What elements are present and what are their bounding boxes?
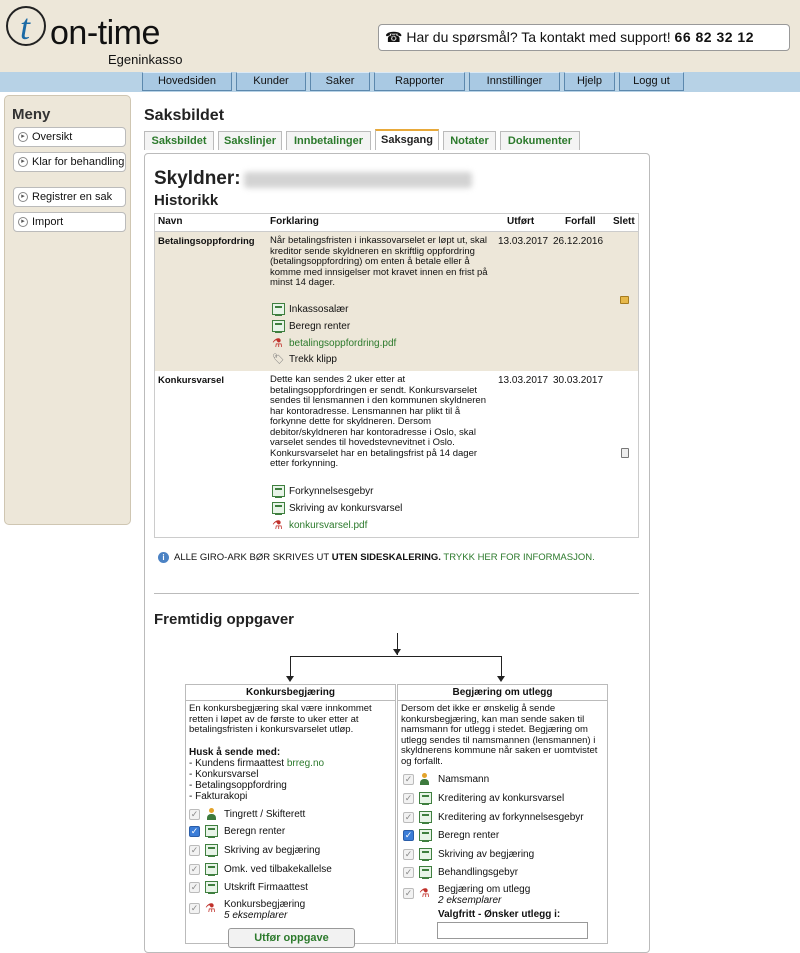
calculator-icon (419, 792, 432, 804)
pdf-icon: ⚗ (205, 901, 216, 915)
calculator-icon (272, 485, 285, 497)
calculator-icon (205, 881, 218, 893)
utfor-oppgave-button[interactable]: Utfør oppgave (228, 928, 355, 948)
row-forfall: 26.12.2016 (553, 236, 604, 247)
task-checkbox[interactable]: ✓ (190, 882, 199, 892)
task-checkbox[interactable]: ✓ (190, 903, 199, 913)
action-beregn-renter[interactable]: Beregn renter (272, 320, 350, 334)
info-icon: i (158, 552, 169, 563)
table-row (155, 232, 638, 371)
chevron-right-icon: ▸ (18, 192, 28, 202)
nav-innstillinger[interactable]: Innstillinger (469, 72, 560, 91)
logo-text: on-time (50, 14, 160, 52)
person-icon (419, 773, 430, 785)
support-text: Har du spørsmål? Ta kontakt med support! (406, 29, 671, 45)
task-label: Konkursbegjæring (224, 899, 306, 910)
phone-icon: ☎ (385, 29, 403, 45)
flow-line (290, 656, 291, 678)
task-checkbox[interactable]: ✓ (190, 864, 199, 874)
tab-notater[interactable]: Notater (443, 131, 496, 150)
tab-sakslinjer[interactable]: Sakslinjer (218, 131, 282, 150)
calculator-icon (205, 863, 218, 875)
col-navn: Navn (158, 216, 183, 227)
action-inkassosalaer[interactable]: Inkassosalær (272, 303, 348, 317)
col-slett: Slett (613, 216, 635, 227)
nav-rapporter[interactable]: Rapporter (374, 72, 465, 91)
task-checkbox[interactable]: ✓ (404, 812, 413, 822)
task-label: Namsmann (438, 774, 490, 785)
row-utfort: 13.03.2017 (498, 236, 549, 247)
future-tasks-title: Fremtidig oppgaver (154, 611, 295, 628)
info-text: ALLE GIRO-ARK BØR SKRIVES UT (174, 552, 330, 563)
person-icon (206, 808, 217, 820)
remember-item: - Fakturakopi (189, 791, 248, 802)
skyldner-name-redacted (244, 172, 472, 188)
task-checkbox[interactable]: ✓ (404, 849, 413, 859)
calculator-icon (205, 844, 218, 856)
action-trekk-klipp[interactable]: 🏷 Trekk klipp (272, 354, 337, 365)
history-table (154, 213, 639, 538)
logo-icon: t (6, 6, 46, 46)
skyldner-label: Skyldner: (154, 168, 241, 189)
remember-item: - Betalingsoppfordring (189, 780, 287, 791)
main-nav (142, 72, 688, 92)
trash-icon[interactable] (621, 448, 629, 458)
page-title: Saksbildet (144, 107, 225, 124)
row-description: Dette kan sendes 2 uker etter at betalingsoppfordringen er sendt. Konkursvarselet sendes til lensmannen i den kommunen skyldneren har kontoradresse. Lensmannen har plikt til å forkynne dette for skyldneren. Dersom debitor/skyldneren har kontoradresse i Oslo, skal varselet sendes til hovedstevnevitnet i Oslo. Konkursvarselet har en betalingsfrist på 14 dager etter forkynning. (270, 374, 486, 469)
box-title: Begjæring om utlegg (398, 685, 607, 701)
chevron-right-icon: ▸ (18, 217, 28, 227)
task-label: Kreditering av konkursvarsel (438, 793, 565, 804)
row-utfort: 13.03.2017 (498, 375, 549, 386)
utlegg-box (397, 684, 608, 944)
task-checkbox[interactable]: ✓ (190, 809, 199, 819)
calculator-icon (272, 303, 285, 315)
sidebar-title: Meny (12, 106, 51, 123)
task-label: Omk. ved tilbakekallelse (224, 864, 332, 875)
col-forklaring: Forklaring (270, 216, 319, 227)
history-table-header (155, 214, 638, 232)
col-forfall: Forfall (565, 216, 596, 227)
support-phone: 66 82 32 12 (674, 29, 755, 45)
sidebar-item-label: Klar for behandling (32, 156, 125, 168)
task-label: Beregn renter (224, 826, 286, 837)
col-utfort: Utført (507, 216, 535, 227)
task-label: Beregn renter (438, 830, 500, 841)
row-name: Betalingsoppfordring (158, 236, 255, 247)
task-checkbox[interactable]: ✓ (404, 793, 413, 803)
action-skriving-konkursvarsel[interactable]: Skriving av konkursvarsel (272, 502, 402, 516)
logo-subtitle: Egeninkasso (108, 52, 183, 67)
support-box (378, 24, 790, 51)
task-checkbox[interactable]: ✓ (190, 826, 199, 836)
historikk-title: Historikk (154, 192, 219, 209)
task-checkbox[interactable]: ✓ (404, 774, 413, 784)
task-label: Behandlingsgebyr (438, 867, 519, 878)
calculator-icon (419, 829, 432, 841)
brreg-link[interactable]: brreg.no (286, 758, 325, 769)
tab-dokumenter[interactable]: Dokumenter (500, 131, 580, 150)
optional-label: Valgfritt - Ønsker utlegg i: (438, 909, 561, 920)
calculator-icon (272, 320, 285, 332)
header (0, 0, 800, 72)
nav-hjelp[interactable]: Hjelp (564, 72, 615, 91)
divider (154, 593, 639, 594)
nav-kunder[interactable]: Kunder (236, 72, 306, 91)
remember-item: - Konkursvarsel (189, 769, 259, 780)
nav-hovedsiden[interactable]: Hovedsiden (142, 72, 232, 91)
sidebar-item-label: Import (32, 216, 64, 228)
task-checkbox[interactable]: ✓ (404, 888, 413, 898)
calculator-icon (272, 502, 285, 514)
task-sublabel: 2 eksemplarer (438, 895, 502, 906)
nav-saker[interactable]: Saker (310, 72, 370, 91)
remember-item: - Kundens firmaattest brreg.no (189, 758, 325, 769)
row-forfall: 30.03.2017 (553, 375, 604, 386)
sidebar-item-registrer[interactable] (13, 187, 126, 207)
nav-logg-ut[interactable]: Logg ut (619, 72, 684, 91)
tab-saksbildet[interactable]: Saksbildet (144, 131, 214, 150)
flow-line (290, 656, 502, 657)
sidebar-item-label: Registrer en sak (32, 191, 113, 203)
remember-title: Husk å sende med: (189, 747, 281, 758)
tab-saksgang[interactable]: Saksgang (375, 129, 439, 150)
info-link[interactable]: TRYKK HER FOR INFORMASJON. (443, 552, 595, 563)
arrow-down-icon (497, 676, 505, 682)
arrow-down-icon (286, 676, 294, 682)
info-text-bold: UTEN SIDESKALERING. (331, 552, 441, 563)
chevron-right-icon: ▸ (18, 157, 28, 167)
row-name: Konkursvarsel (158, 375, 225, 386)
row-description: Når betalingsfristen i inkassovarselet er løpt ut, skal kreditor sende skyldneren en skriftlig oppfordring (betalingsoppfordring) om enten å betale eller å komme med innsigelser mot kravet innen en frist på minst 14 dager. (270, 235, 488, 288)
task-label: Skriving av begjæring (438, 849, 535, 860)
pdf-icon: ⚗ (272, 518, 283, 532)
calculator-icon (419, 848, 432, 860)
task-label: Begjæring om utlegg (438, 884, 531, 895)
flow-line (501, 656, 502, 678)
calculator-icon (205, 825, 218, 837)
link-betalingsoppfordring-pdf[interactable]: ⚗ betalingsoppfordring.pdf (272, 336, 397, 350)
tab-innbetalinger[interactable]: Innbetalinger (286, 131, 371, 150)
box-description: Dersom det ikke er ønskelig å sende konkursbegjæring, kan man sende saken til namsmann for utlegg i stedet. Begjæring om utlegg sendes til namsmannen (lensmannen) i skyldnerens kommune når saken er uomtvistet og forfallt. (401, 703, 598, 767)
lock-icon (620, 296, 629, 304)
calculator-icon (419, 811, 432, 823)
chevron-right-icon: ▸ (18, 132, 28, 142)
link-konkursvarsel-pdf[interactable]: ⚗ konkursvarsel.pdf (272, 518, 368, 532)
konkursbegjaering-box (185, 684, 396, 944)
task-checkbox[interactable]: ✓ (404, 867, 413, 877)
table-row (155, 371, 638, 537)
task-checkbox[interactable]: ✓ (190, 845, 199, 855)
tab-bar (144, 131, 584, 150)
calculator-icon (419, 866, 432, 878)
task-label: Skriving av begjæring (224, 845, 321, 856)
task-checkbox[interactable]: ✓ (404, 830, 413, 840)
pdf-icon: ⚗ (419, 886, 430, 900)
sidebar-item-import[interactable] (13, 212, 126, 232)
tag-icon: 🏷 (272, 354, 285, 365)
utlegg-location-input[interactable] (437, 922, 588, 939)
box-title: Konkursbegjæring (186, 685, 395, 701)
task-sublabel: 5 eksemplarer (224, 910, 288, 921)
task-label: Kreditering av forkynnelsesgebyr (438, 812, 584, 823)
arrow-down-icon (393, 649, 401, 655)
sidebar (4, 95, 131, 525)
pdf-icon: ⚗ (272, 336, 283, 350)
box-description: En konkursbegjæring skal være innkommet retten i løpet av de første to uker etter at betalingsfristen i konkursvarselet utløp. (189, 703, 372, 735)
task-label: Tingrett / Skifterett (224, 809, 306, 820)
task-label: Utskrift Firmaattest (224, 882, 308, 893)
sidebar-item-oversikt[interactable] (13, 127, 126, 147)
sidebar-item-klar[interactable] (13, 152, 126, 172)
sidebar-item-label: Oversikt (32, 131, 73, 143)
action-forkynnelsesgebyr[interactable]: Forkynnelsesgebyr (272, 485, 373, 499)
